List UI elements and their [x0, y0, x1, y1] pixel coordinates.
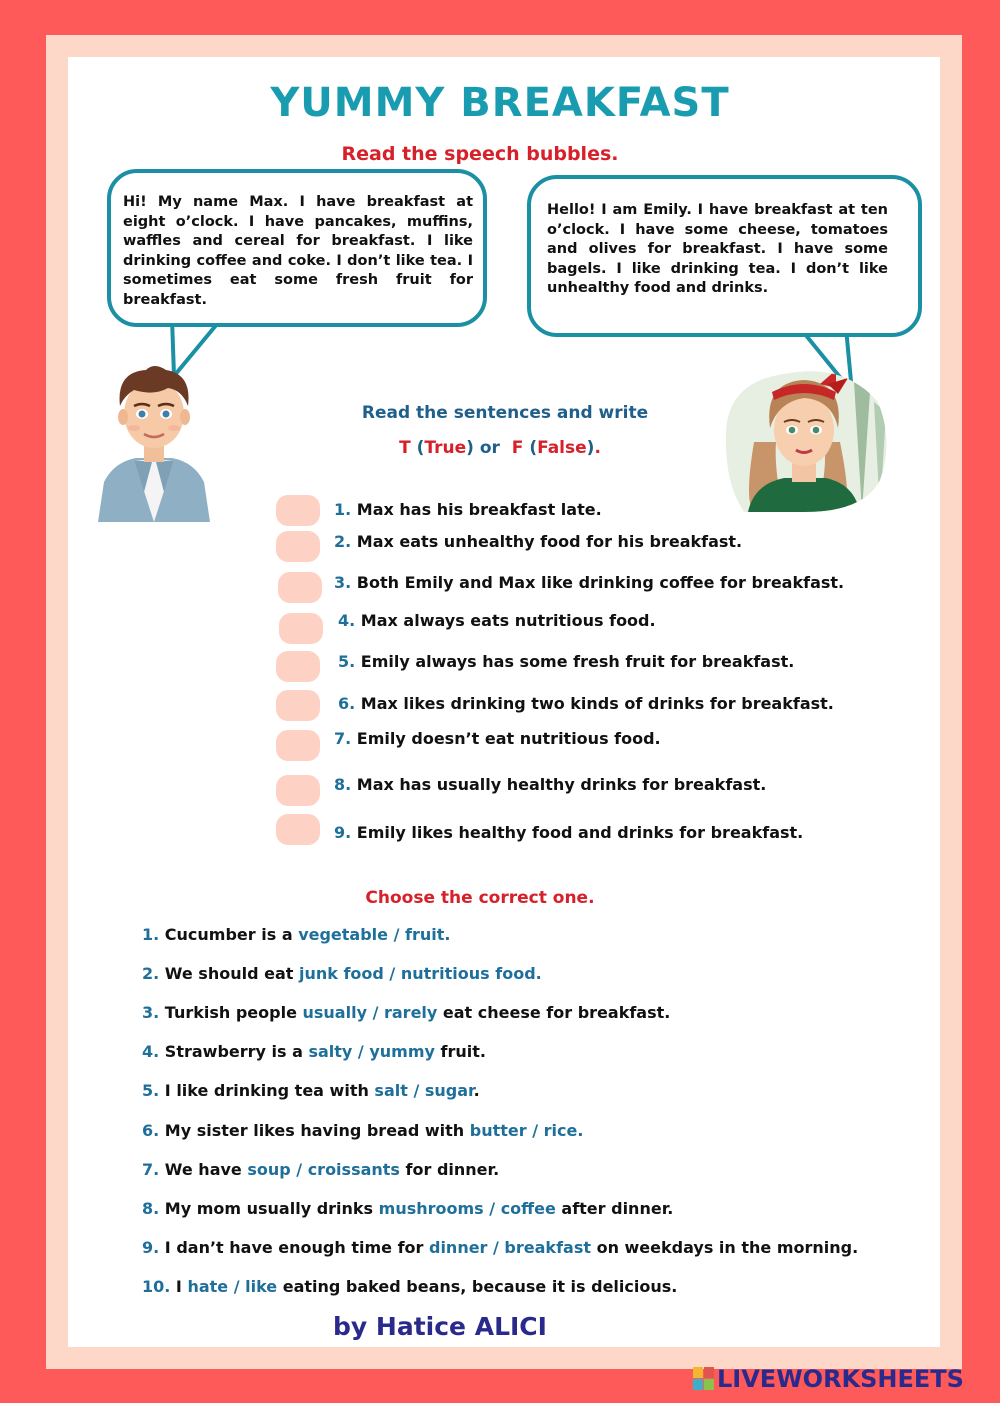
liveworksheets-brand: LIVEWORKSHEETS — [717, 1365, 964, 1393]
tf-item-6: 6. Max likes drinking two kinds of drinks for breakfast. — [338, 694, 834, 713]
tf-item-9: 9. Emily likes healthy food and drinks for breakfast. — [334, 823, 804, 842]
tf-instruction-choices: T (True) or F (False). — [399, 438, 601, 458]
author-credit: by Hatice ALICI — [333, 1312, 547, 1341]
tf-item-5: 5. Emily always has some fresh fruit for breakfast. — [338, 652, 795, 671]
choice-options-6[interactable]: butter / rice. — [469, 1121, 584, 1140]
choose-item-5: 5. I like drinking tea with salt / sugar. — [142, 1081, 480, 1100]
answer-box-5[interactable] — [276, 651, 320, 682]
tf-item-2: 2. Max eats unhealthy food for his breakfast. — [334, 532, 743, 551]
answer-box-6[interactable] — [276, 690, 320, 721]
answer-box-2[interactable] — [276, 531, 320, 562]
choice-options-8[interactable]: mushrooms / coffee — [378, 1199, 556, 1218]
answer-box-9[interactable] — [276, 814, 320, 845]
false-letter: F — [511, 438, 524, 458]
choose-item-6: 6. My sister likes having bread with butter / rice. — [142, 1121, 584, 1140]
choice-options-1[interactable]: vegetable / fruit. — [298, 925, 451, 944]
answer-box-3[interactable] — [278, 572, 322, 603]
tf-item-8: 8. Max has usually healthy drinks for breakfast. — [334, 775, 767, 794]
false-word: False — [537, 438, 587, 458]
subtitle: Read the speech bubbles. — [341, 143, 619, 165]
speech-text-max: Hi! My name Max. I have breakfast at eight o’clock. I have pancakes, muffins, waffles and cereal for breakfast. I like drinking coffee and coke. I don’t like tea. I sometimes eat some fresh fruit for breakfast. — [123, 194, 473, 308]
page-title: YUMMY BREAKFAST — [270, 80, 730, 126]
tf-item-3: 3. Both Emily and Max like drinking coffee for breakfast. — [334, 573, 845, 592]
true-word: True — [424, 438, 467, 458]
choice-options-10[interactable]: hate / like — [187, 1277, 278, 1296]
choose-item-3: 3. Turkish people usually / rarely eat cheese for breakfast. — [142, 1003, 671, 1022]
liveworksheets-mark-icon — [693, 1367, 715, 1391]
answer-box-4[interactable] — [279, 613, 323, 644]
tf-item-1: 1. Max has his breakfast late. — [334, 500, 602, 519]
answer-box-8[interactable] — [276, 775, 320, 806]
tf-item-7: 7. Emily doesn’t eat nutritious food. — [334, 729, 661, 748]
choose-item-1: 1. Cucumber is a vegetable / fruit. — [142, 925, 451, 944]
true-letter: T — [399, 438, 411, 458]
liveworksheets-logo[interactable] — [693, 1364, 964, 1394]
choose-item-2: 2. We should eat junk food / nutritious food. — [142, 964, 542, 983]
answer-box-1[interactable] — [276, 495, 320, 526]
answer-box-7[interactable] — [276, 730, 320, 761]
emily-illustration — [724, 362, 890, 512]
max-illustration — [94, 362, 214, 522]
choice-options-3[interactable]: usually / rarely — [302, 1003, 438, 1022]
choose-item-8: 8. My mom usually drinks mushrooms / coffee after dinner. — [142, 1199, 674, 1218]
choice-options-4[interactable]: salty / yummy — [308, 1042, 435, 1061]
or-word: or — [479, 438, 500, 458]
tf-instruction: Read the sentences and write — [361, 403, 649, 423]
choice-options-5[interactable]: salt / sugar — [374, 1081, 474, 1100]
tf-item-4: 4. Max always eats nutritious food. — [338, 611, 656, 630]
choice-options-9[interactable]: dinner / breakfast — [428, 1238, 591, 1257]
choose-item-9: 9. I dan’t have enough time for dinner / breakfast on weekdays in the morning. — [142, 1238, 859, 1257]
speech-bubble-max — [107, 169, 487, 327]
choose-item-7: 7. We have soup / croissants for dinner. — [142, 1160, 500, 1179]
speech-bubble-emily — [527, 175, 922, 337]
choice-options-2[interactable]: junk food / nutritious food. — [298, 964, 542, 983]
speech-text-emily: Hello! I am Emily. I have breakfast at ten o’clock. I have some cheese, tomatoes and olives for breakfast. I have some bagels. I like drinking tea. I don’t like unhealthy food and drinks. — [547, 202, 888, 296]
choose-item-10: 10. I hate / like eating baked beans, because it is delicious. — [142, 1277, 678, 1296]
choice-options-7[interactable]: soup / croissants — [247, 1160, 400, 1179]
choose-title: Choose the correct one. — [365, 888, 595, 908]
choose-item-4: 4. Strawberry is a salty / yummy fruit. — [142, 1042, 486, 1061]
